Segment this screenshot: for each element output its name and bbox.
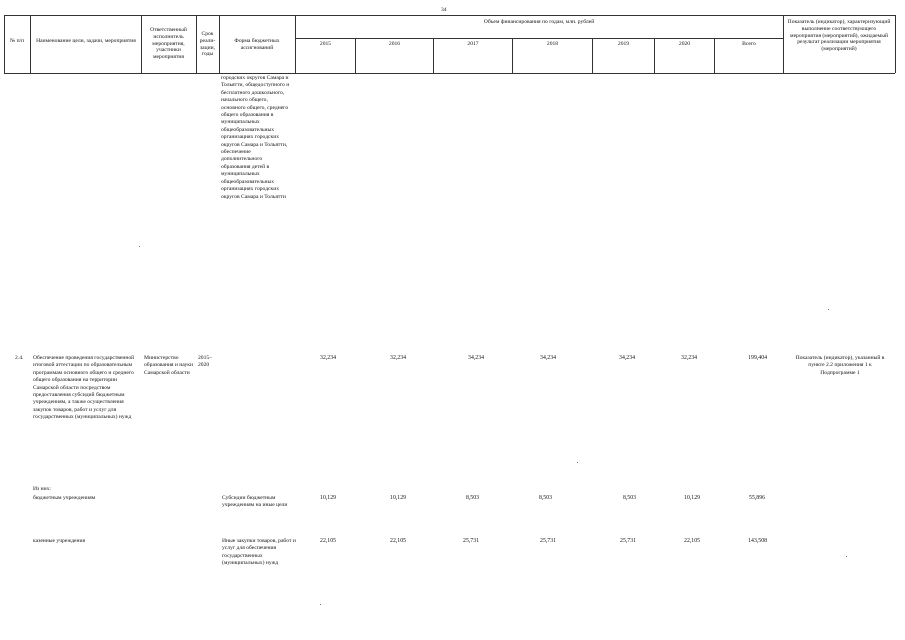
row-name: Обеспечение проведения государственной итоговой аттестации по образовательным программам основного общего и среднего общего образования на территории Самарской области посредством предоставления субсидий бюджетным учреждениям, а также осуществления закупок товаров, работ и услуг для государственных (муниципальных) нужд [33,355,135,421]
value-2017: 8,503 [465,495,479,501]
value-2016: 22,105 [390,538,406,544]
header-year-2018: 2018 [546,41,559,47]
value-2016: 32,234 [390,355,406,361]
value-2015: 22,105 [320,538,336,544]
col-border [141,15,142,73]
row-name: казенные учреждения [33,538,86,544]
value-2017: 34,234 [468,355,484,361]
header-responsible: Ответственный исполнитель мероприятия, участники мероприятия [150,27,187,61]
row-form: Иные закупки товаров, работ и услуг для обеспечения государственных (муниципальных) нужд [222,538,296,567]
header-year-2019: 2019 [617,41,630,47]
header-total: Всего [742,41,756,47]
col-border [30,15,31,73]
value-2019: 8,503 [622,495,636,501]
continued-form-text: городских округов Самара и Тольятти, общедоступного и бесплатного дошкольного, начального общего, основного общего, среднего общего образования в муниципальных общеобразовательных организациях городских округов Самара и Тольятти, обеспечение дополнительного образования детей в муниципальных общеобразовательных организациях городских округов Самара и Тольятти [221,75,290,200]
value-total: 143,508 [748,538,767,544]
header-bottom-border [4,73,895,74]
scan-speck [139,246,140,247]
col-border [219,15,220,73]
value-2020: 32,234 [681,355,697,361]
header-num: № п/п [9,38,25,44]
page-number: 34 [441,7,447,13]
col-border [895,15,896,73]
of-them-label: Из них: [33,486,51,492]
row-term: 2015–2020 [198,355,212,369]
row-name: бюджетным учреждениям [33,495,96,501]
row-number: 2.4. [15,355,24,361]
value-2020: 10,129 [684,495,700,501]
scan-speck [320,604,321,605]
value-2019: 34,234 [619,355,635,361]
col-border [783,15,784,73]
scan-speck [846,556,847,557]
value-total: 55,896 [749,495,765,501]
value-2020: 22,105 [684,538,700,544]
header-term: Срок реали-зации, годы [199,31,216,58]
header-top-border [4,15,895,16]
col-border [4,15,5,73]
value-2018: 34,234 [540,355,556,361]
value-2016: 10,129 [390,495,406,501]
row-responsible: Министерство образования и науки Самарской области [144,355,193,376]
header-indicator: Показатель (индикатор), характеризующий выполнение соответствующего мероприятия (мероприятий), ожидаемый результат реализации мероприятия (мероприятий) [787,19,891,53]
header-funding: Объем финансирования по годам, млн. рублей [483,19,595,25]
row-indicator: Показатель (индикатор), указанный в пункте 2.2 приложения 1 к Подпрограмме 1 [795,355,885,376]
value-total: 199,404 [748,355,767,361]
row-form: Субсидии бюджетным учреждениям на иные цели [222,495,288,509]
header-year-divider [295,38,783,39]
scan-speck [577,462,578,463]
header-year-2020: 2020 [678,41,691,47]
value-2018: 8,503 [538,495,552,501]
value-2015: 10,129 [320,495,336,501]
header-year-2016: 2016 [388,41,401,47]
scan-speck [828,309,829,310]
value-2018: 25,731 [540,538,556,544]
value-2017: 25,731 [463,538,479,544]
header-year-2017: 2017 [467,41,479,47]
header-form: Форма бюджетных ассигнований [234,38,280,51]
value-2015: 32,234 [320,355,336,361]
value-2019: 25,731 [620,538,636,544]
header-name: Наименование цели, задачи, мероприятия [36,38,136,44]
header-year-2015: 2015 [319,41,332,47]
